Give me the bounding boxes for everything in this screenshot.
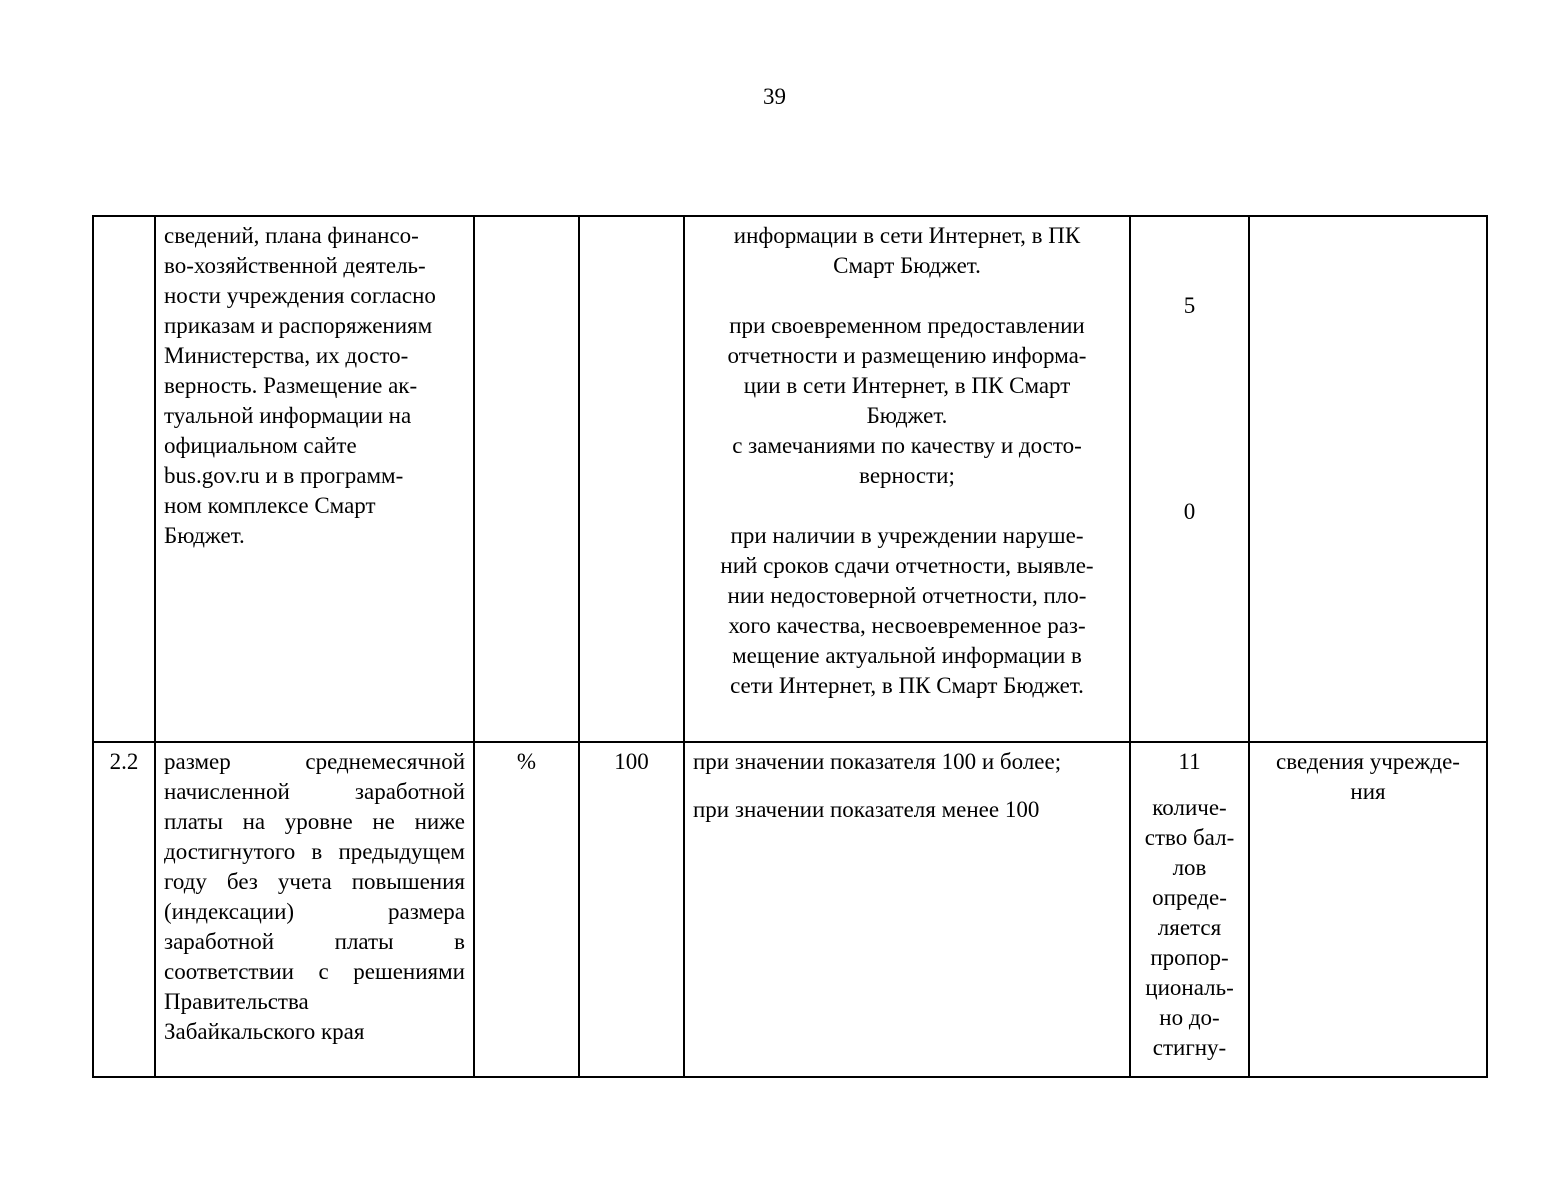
conditions-cell: [684, 742, 1130, 1077]
row-number-cell: 2.2: [93, 742, 155, 1077]
score-cell: [1130, 216, 1249, 742]
score-value: 5: [1183, 293, 1196, 318]
table-row: [93, 742, 1487, 1077]
source-cell: сведения учрежде- ния: [1249, 742, 1487, 1077]
condition-text: информации в сети Интернет, в ПК Смарт Бюджет.: [733, 223, 1081, 278]
page-number: 39: [763, 84, 786, 109]
unit-cell: [474, 216, 579, 742]
indicators-table: [92, 215, 1488, 1078]
source-cell: [1249, 216, 1487, 742]
conditions-cell: [684, 216, 1130, 742]
score-cell: [1130, 742, 1249, 1077]
score-value: 11: [1178, 749, 1201, 774]
indicator-description-cell: размер среднемесячной начисленной заработной платы на уровне не ниже достигнутого в предыдущем году без учета повышения (индексации) размера заработной платы в соответствии с решениями Правительства Забайкальского края: [155, 742, 474, 1077]
unit-cell: %: [474, 742, 579, 1077]
value-cell: 100: [579, 742, 684, 1077]
condition-text: при наличии в учреждении наруше- ний сроков сдачи отчетности, выявле- нии недостоверной отчетности, пло- хого качества, несвоевременное раз- мещение актуальной информации в сети Интернет, в ПК Смарт Бюджет.: [720, 523, 1094, 698]
condition-text: при своевременном предоставлении отчетности и размещению информа- ции в сети Интернет, в ПК Смарт Бюджет. с замечаниями по качеству и досто- верности;: [727, 313, 1087, 488]
condition-text: при значении показателя 100 и более;: [693, 749, 1062, 774]
table-row: [93, 216, 1487, 742]
row-number-cell: [93, 216, 155, 742]
value-cell: [579, 216, 684, 742]
indicator-description-cell: сведений, плана финансо- во-хозяйственной деятель- ности учреждения согласно приказам и распоряжениям Министерства, их досто- верность. Размещение ак- туальной информации на официальном сайте bus.gov.ru и в программ- ном комплексе Смарт Бюджет.: [155, 216, 474, 742]
condition-text: при значении показателя менее 100: [693, 797, 1040, 822]
score-note: количе- ство бал- лов опреде- ляется пропор- циональ- но до- стигну-: [1144, 795, 1235, 1060]
score-value: 0: [1183, 499, 1196, 524]
